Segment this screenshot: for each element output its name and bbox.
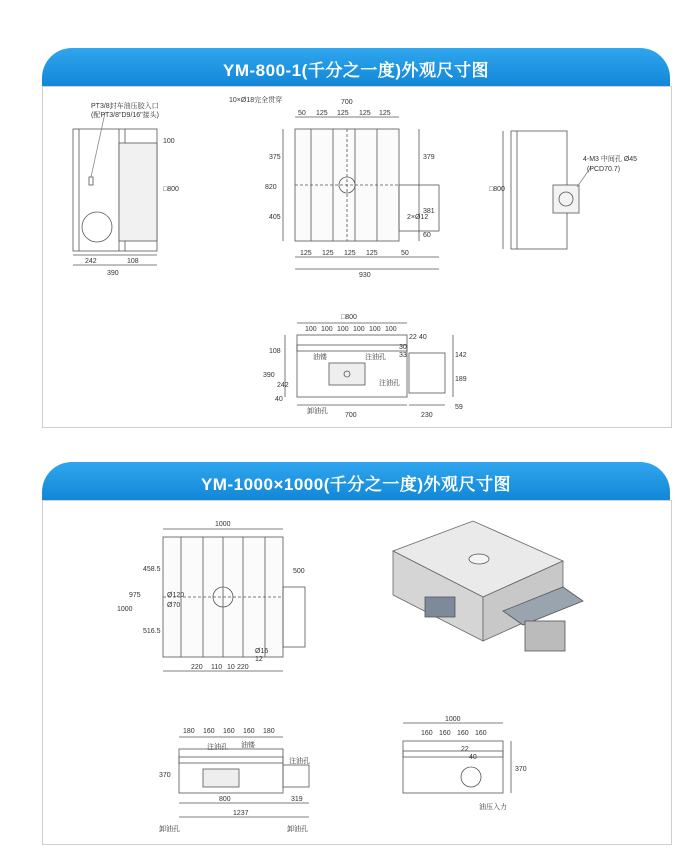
front2-label3: 卸油孔 <box>159 826 180 833</box>
dim-bot-p3: 125 <box>366 250 378 257</box>
section1-panel <box>42 86 672 428</box>
section2-title: YM-1000×1000(千分之一度)外观尺寸图 <box>200 475 512 494</box>
side2-small1: 40 <box>469 754 477 761</box>
front2-left: 370 <box>159 772 171 779</box>
front-bottom0: 700 <box>345 412 357 419</box>
front-bottom1: 230 <box>421 412 433 419</box>
front-small2: 30 <box>399 344 407 351</box>
front-right0: 142 <box>455 352 467 359</box>
side2-label: 油压入力 <box>479 804 507 811</box>
dim-side-242: 242 <box>85 258 97 265</box>
side-view-drawing <box>73 113 157 265</box>
dim-top-p3: 125 <box>359 110 371 117</box>
front2-label4: 卸油孔 <box>287 826 308 833</box>
front-label2: 卸油孔 <box>307 408 328 415</box>
front2-bottom1: 319 <box>291 796 303 803</box>
front-right1: 189 <box>455 376 467 383</box>
front-label3: 注油孔 <box>379 380 400 387</box>
dim-bot-p0: 125 <box>300 250 312 257</box>
note-pcd: (PCD70.7) <box>587 166 621 173</box>
section1-banner <box>42 48 670 86</box>
dim-right-381: 381 <box>423 208 435 215</box>
top-center1: Ø70 <box>167 602 181 609</box>
section1-title: YM-800-1(千分之一度)外观尺寸图 <box>223 61 489 80</box>
dim-bot-p4: 50 <box>401 250 409 257</box>
front-label1: 注油孔 <box>365 354 386 361</box>
section2-banner <box>42 462 670 500</box>
dim-bot-930: 930 <box>359 272 371 279</box>
dim-top-p2: 125 <box>337 110 349 117</box>
note-slot: 2×Ø12 <box>407 214 429 221</box>
dim-side-100: 100 <box>163 138 175 145</box>
front-small3: 33 <box>399 352 407 359</box>
front-p1: 100 <box>321 326 333 333</box>
top-right: 500 <box>293 568 305 575</box>
front-p2: 100 <box>337 326 349 333</box>
front-p0: 100 <box>305 326 317 333</box>
dim-right-view-800: □800 <box>489 186 505 193</box>
front2-p2: 160 <box>223 728 235 735</box>
front-left2: 242 <box>277 382 289 389</box>
dim-side-390: 390 <box>107 270 119 277</box>
front2-p0: 180 <box>183 728 195 735</box>
front-left3: 40 <box>275 396 283 403</box>
side2-p1: 160 <box>439 730 451 737</box>
front-small1: 40 <box>419 334 427 341</box>
top-view-drawing <box>283 117 439 269</box>
front-label0: 油镂 <box>313 354 327 361</box>
front2-label1: 油镂 <box>241 742 255 749</box>
dim-bot-p2: 125 <box>344 250 356 257</box>
dim-left-820: 820 <box>265 184 277 191</box>
front-p5: 100 <box>385 326 397 333</box>
top-left3: 516.5 <box>143 628 161 635</box>
note-center: 4-M3 中间孔 Ø45 <box>583 156 638 163</box>
side2-p0: 160 <box>421 730 433 737</box>
dim-side-108: 108 <box>127 258 139 265</box>
dim-top-p4: 125 <box>379 110 391 117</box>
dim-top-p1: 125 <box>316 110 328 117</box>
top-center0: Ø120 <box>167 592 185 599</box>
section2-drawing <box>43 501 671 844</box>
top-bottom2: 10 <box>227 664 235 671</box>
front-p4: 100 <box>369 326 381 333</box>
front-view-1000-drawing <box>179 737 309 817</box>
side2-small0: 22 <box>461 746 469 753</box>
front2-label2: 注油孔 <box>289 758 310 765</box>
section1-drawing <box>43 87 671 427</box>
top-left1: 1000 <box>117 606 133 613</box>
front-small0: 22 <box>409 334 417 341</box>
front-view-drawing <box>285 323 453 405</box>
note-port: PT3/8封车油压胶入口 <box>91 103 159 110</box>
top-bottom3: 220 <box>237 664 249 671</box>
top-view-1000-drawing <box>163 529 305 671</box>
front-right2: 59 <box>455 404 463 411</box>
front2-bottom2: 1237 <box>233 810 249 817</box>
top-small: 12 <box>255 656 263 663</box>
top-left0: 975 <box>129 592 141 599</box>
dim-left-375: 375 <box>269 154 281 161</box>
front-p3: 100 <box>353 326 365 333</box>
front-left1: 390 <box>263 372 275 379</box>
front2-p3: 160 <box>243 728 255 735</box>
dim-top-700: 700 <box>341 99 353 106</box>
note-port-fit: (配PT3/8"D9/16"接头) <box>91 112 159 119</box>
note-holes: 10×Ø18完全贯穿 <box>229 97 283 104</box>
front-top: □800 <box>341 314 357 321</box>
top-width: 1000 <box>215 521 231 528</box>
right-view-drawing <box>503 131 591 249</box>
dim-top-p0: 50 <box>298 110 306 117</box>
top-bottom0: 220 <box>191 664 203 671</box>
front2-bottom0: 800 <box>219 796 231 803</box>
render-3d-drawing <box>393 521 583 651</box>
side2-right: 370 <box>515 766 527 773</box>
top-bottom1: 110 <box>211 664 223 671</box>
side2-p3: 160 <box>475 730 487 737</box>
side2-width: 1000 <box>445 716 461 723</box>
dim-side-800: □800 <box>163 186 179 193</box>
dim-right-379: 379 <box>423 154 435 161</box>
dim-right-60: 60 <box>423 232 431 239</box>
front2-p1: 160 <box>203 728 215 735</box>
dim-left-405: 405 <box>269 214 281 221</box>
front2-p4: 180 <box>263 728 275 735</box>
side2-p2: 160 <box>457 730 469 737</box>
section2-panel <box>42 500 672 845</box>
top-label: Ø16 <box>255 648 269 655</box>
front2-label0: 注油孔 <box>207 744 228 751</box>
front-left0: 108 <box>269 348 281 355</box>
dim-bot-p1: 125 <box>322 250 334 257</box>
top-left2: 458.5 <box>143 566 161 573</box>
